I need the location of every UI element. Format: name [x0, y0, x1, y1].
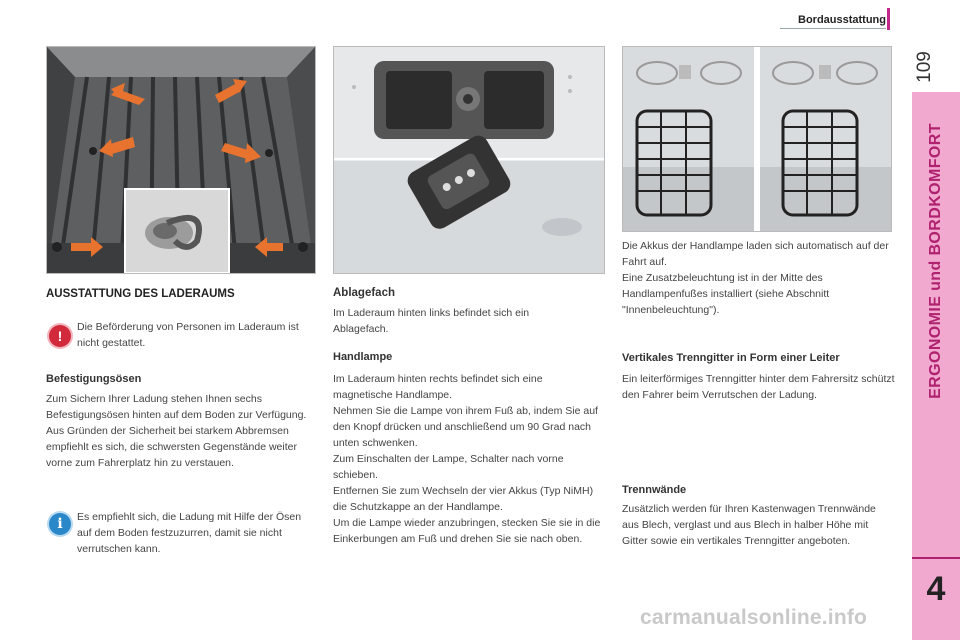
info-text: Es empfiehlt sich, die Ladung mit Hilfe der Ösen auf dem Boden festzuzurren, damit sie nicht verrutschen kann.: [77, 511, 302, 555]
info-icon: i: [49, 513, 71, 535]
storage-body: Im Laderaum hinten links befindet sich ein Ablagefach.: [333, 307, 530, 335]
ladder-partition-body: Ein leiterförmiges Trenngitter hinter dem Fahrersitz schützt den Fahrer beim Verrutschen der Ladung.: [622, 373, 895, 401]
partition-walls-heading: Trennwände: [622, 484, 687, 496]
tie-down-body: Zum Sichern Ihrer Ladung stehen Ihnen sechs Befestigungsösen hinten auf dem Boden zur Verfügung. Aus Gründen der Sicherheit bei starkem Abbremsen empfiehlt es sich, die schwersten Gegenstände weiter vorne zum Fahrerplatz hin zu verstauen.: [46, 393, 307, 469]
chapter-side-tab: [912, 92, 960, 640]
watermark: carmanualsonline.info: [640, 606, 868, 629]
warning-icon: !: [49, 325, 71, 347]
partition-ladder-photo: [622, 46, 892, 232]
storage-heading: Ablagefach: [333, 287, 395, 299]
header-rule: [780, 28, 886, 29]
section-title: Bordausstattung: [798, 14, 886, 26]
storage-lamp-photo: [333, 46, 605, 274]
battery-body: Die Akkus der Handlampe laden sich automatisch auf der Fahrt auf. Eine Zusatzbeleuchtung ist in der Mitte des Handlampenfußes installiert (siehe Abschnitt "Innenbeleuchtung").: [622, 240, 889, 316]
header-accent-bar: [887, 8, 890, 30]
tie-down-heading: Befestigungsösen: [46, 373, 142, 385]
chapter-number: 4: [926, 570, 946, 608]
chapter-label: ERGONOMIE und BORDKOMFORT: [927, 123, 944, 399]
partition-walls-body: Zusätzlich werden für Ihren Kastenwagen Trennwände aus Blech, verglast und aus Blech in halber Höhe mit Gitter sowie ein vertikales Trenngitter angeboten.: [622, 503, 876, 547]
ladder-partition-heading: Vertikales Trenngitter in Form einer Leiter: [622, 352, 840, 364]
hand-lamp-body: Im Laderaum hinten rechts befindet sich eine magnetische Handlampe. Nehmen Sie die Lampe von ihrem Fuß ab, indem Sie auf den Knopf drücken und anschließend um 90 Grad nach unten schwenken. Zum Einschalten der Lampe, Schalter nach vorne schieben. Entfernen Sie zum Wechseln der vier Akkus (Typ NiMH) die Schutzkappe an der Handlampe. Um die Lampe wieder anzubringen, stecken Sie sie in die Einkerbungen am Fuß und drehen Sie sie nach oben.: [333, 373, 601, 545]
hand-lamp-heading: Handlampe: [333, 351, 393, 363]
cargo-section-heading: AUSSTATTUNG DES LADERAUMS: [46, 288, 235, 300]
warning-text: Die Beförderung von Personen im Laderaum ist nicht gestattet.: [77, 321, 299, 349]
page-number: 109: [914, 51, 935, 83]
chapter-divider: [912, 557, 960, 559]
cargo-floor-photo: [46, 46, 316, 274]
